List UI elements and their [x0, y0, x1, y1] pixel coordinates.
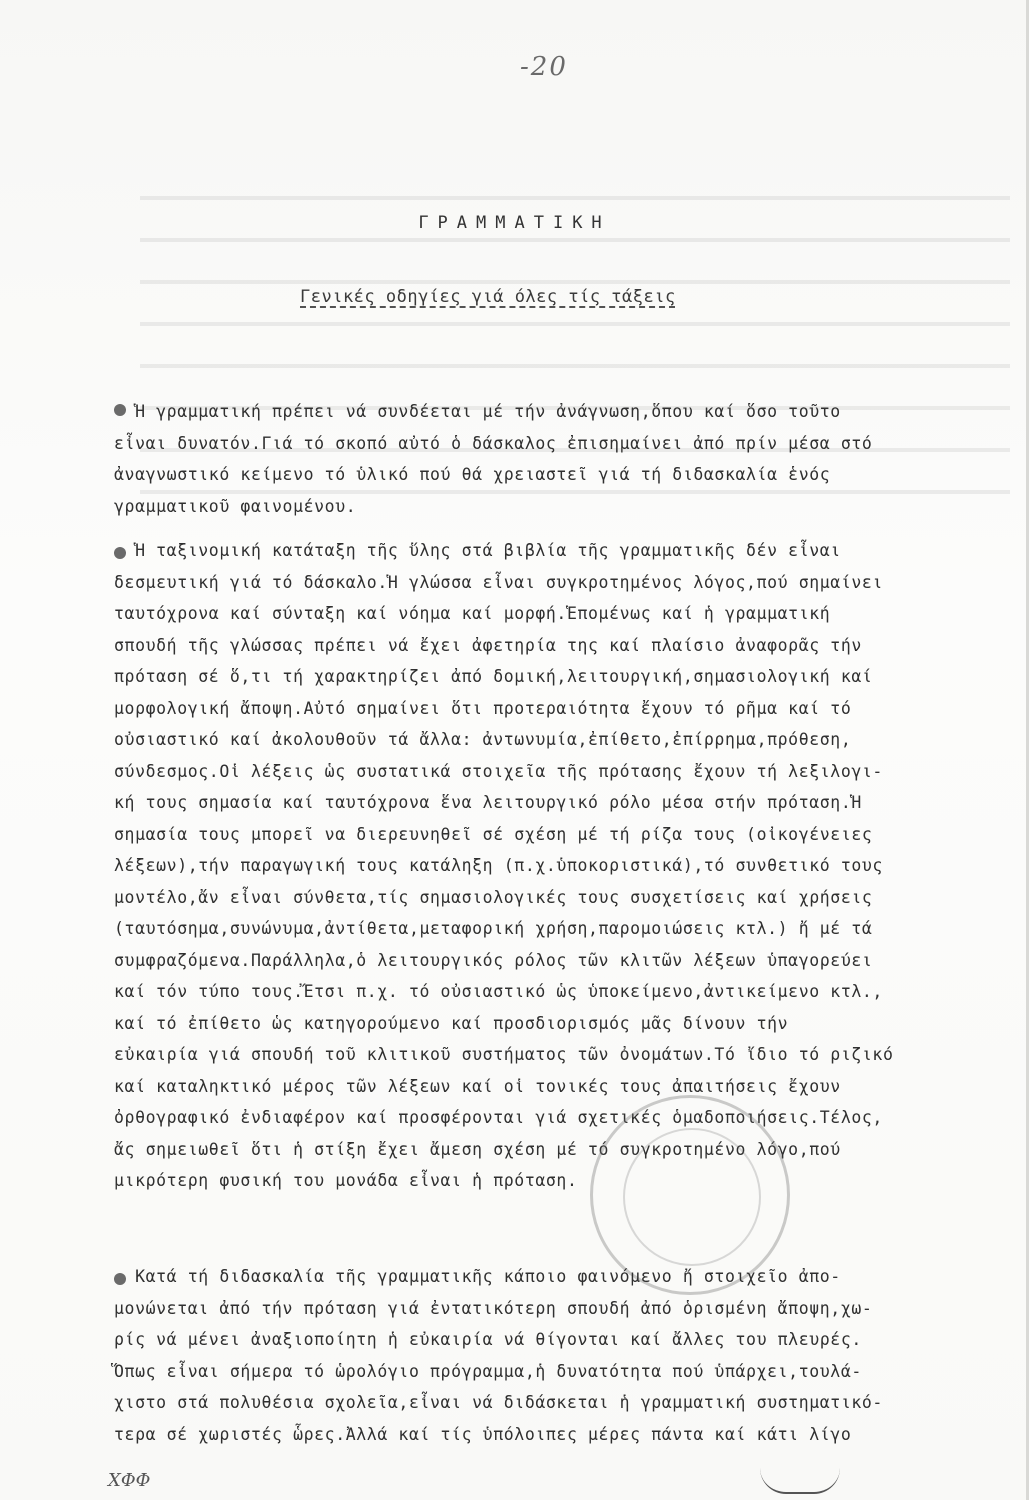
text-line: εὐκαιρία γιά σπουδή τοῦ κλιτικοῦ συστήματος τῶν ὀνομάτων.Τό ἴδιο τό ριζικό: [114, 1045, 894, 1064]
text-line: Ἡ ταξινομική κατάταξη τῆς ὕλης στά βιβλία τῆς γραμματικῆς δέν εἶναι: [114, 541, 841, 560]
text-line: μοντέλο,ἄν εἶναι σύνθετα,τίς σημασιολογικές τους συσχετίσεις καί χρήσεις: [114, 887, 873, 907]
text-line: μορφολογική ἄποψη.Αὐτό σημαίνει ὅτι προτεραιότητα ἔχουν τό ρῆμα καί τό: [114, 698, 852, 718]
text-line: ἄς σημειωθεῖ ὅτι ἡ στίξη ἔχει ἄμεση σχέση μέ τό συγκροτημένο λόγο,πού: [114, 1139, 841, 1159]
text-line: οὐσιαστικό καί ἀκολουθοῦν τά ἄλλα: ἀντωνυμία,ἐπίθετο,ἐπίρρημα,πρόθεση,: [114, 730, 852, 749]
text-line: Ἡ γραμματική πρέπει νά συνδέεται μέ τήν ἀνάγνωση,ὅπου καί ὅσο τοῦτο: [114, 402, 841, 421]
text-line: κή τους σημασία καί ταυτόχρονα ἕνα λειτουργικό ρόλο μέσα στήν πρόταση.Ἡ: [114, 793, 862, 812]
text-line: δεσμευτική γιά τό δάσκαλο.Ἡ γλώσσα εἶναι συγκροτημένος λόγος,πού σημαίνει: [114, 572, 883, 592]
text-line: σημασία τους μπορεῖ να διερευνηθεῖ σέ σχέση μέ τή ρίζα τους (οἰκογένειες: [114, 824, 873, 844]
text-line: (ταυτόσημα,συνώνυμα,ἀντίθετα,μεταφορική χρήση,παρομοιώσεις κτλ.) ἤ μέ τά: [114, 919, 873, 938]
text-line: μικρότερη φυσική του μονάδα εἶναι ἡ πρόταση.: [114, 1171, 578, 1190]
text-line: σύνδεσμος.Οἱ λέξεις ὡς συστατικά στοιχεῖα τῆς πρότασης ἔχουν τή λεξιλογι-: [114, 761, 883, 781]
text-line: εἶναι δυνατόν.Γιά τό σκοπό αὐτό ὁ δάσκαλος ἐπισημαίνει ἀπό πρίν μέσα στό: [114, 433, 873, 453]
paragraph-3: [114, 1261, 1004, 1450]
text-line: λέξεων),τήν παραγωγική τους κατάληξη (π.χ.ὑποκοριστικά),τό συνθετικό τους: [114, 856, 883, 875]
text-line: καί καταληκτικό μέρος τῶν λέξεων καί οἱ τονικές τους ἀπαιτήσεις ἔχουν: [114, 1076, 841, 1096]
text-line: ἀναγνωστικό κείμενο τό ὑλικό πού θά χρειαστεῖ γιά τή διδασκαλία ἑνός: [114, 465, 831, 484]
text-line: καί τό ἐπίθετο ὡς κατηγορούμενο καί προσδιορισμός μᾶς δίνουν τήν: [114, 1013, 789, 1033]
paragraph-2: [114, 535, 1004, 1197]
text-line: ρίς νά μένει ἀναξιοποίητη ἡ εὐκαιρία νά θίγονται καί ἄλλες του πλευρές.: [114, 1330, 862, 1349]
text-line: γραμματικοῦ φαινομένου.: [114, 496, 357, 516]
text-line: πρόταση σέ ὅ,τι τή χαρακτηρίζει ἀπό δομική,λειτουργική,σημασιολογική καί: [114, 667, 873, 686]
text-line: Ὅπως εἶναι σήμερα τό ὡρολόγιο πρόγραμμα,ἡ δυνατότητα πού ὑπάρχει,τουλά-: [114, 1361, 862, 1381]
paragraph-1: [114, 396, 1004, 522]
text-line: χιστο στά πολυθέσια σχολεῖα,εἶναι νά διδάσκεται ἡ γραμματική συστηματικό-: [114, 1393, 883, 1412]
page-number: -20: [520, 52, 568, 82]
text-line: σπουδή τῆς γλώσσας πρέπει νά ἔχει ἀφετηρία της καί πλαίσιο ἀναφορᾶς τήν: [114, 635, 862, 655]
text-line: συμφραζόμενα.Παράλληλα,ὁ λειτουργικός ρόλος τῶν κλιτῶν λέξεων ὑπαγορεύει: [114, 950, 873, 970]
text-line: καί τόν τύπο τους.Ἔτσι π.χ. τό οὐσιαστικό ὡς ὑποκείμενο,ἀντικείμενο κτλ.,: [114, 982, 883, 1001]
text-line: τερα σέ χωριστές ὧρες.Ἀλλά καί τίς ὑπόλοιπες μέρες πάντα καί κάτι λίγο: [114, 1424, 852, 1444]
footer-initials: ΧΦΦ: [108, 1470, 151, 1491]
text-line: ταυτόχρονα καί σύνταξη καί νόημα καί μορφή.Ἑπομένως καί ἡ γραμματική: [114, 604, 831, 623]
text-line: Κατά τή διδασκαλία τῆς γραμματικῆς κάποιο φαινόμενο ἤ στοιχεῖο ἀπο-: [114, 1267, 841, 1286]
document-title: ΓΡΑΜΜΑΤΙΚΗ: [418, 213, 611, 233]
document-subtitle: Γενικές οδηγίες γιά όλες τίς τάξεις: [300, 287, 676, 307]
text-line: μονώνεται ἀπό τήν πρόταση γιά ἐντατικότερη σπουδή ἀπό ὁρισμένη ἄποψη,χω-: [114, 1298, 873, 1318]
text-line: ὀρθογραφικό ἐνδιαφέρον καί προσφέρονται γιά σχετικές ὁμαδοποιήσεις.Τέλος,: [114, 1108, 883, 1127]
